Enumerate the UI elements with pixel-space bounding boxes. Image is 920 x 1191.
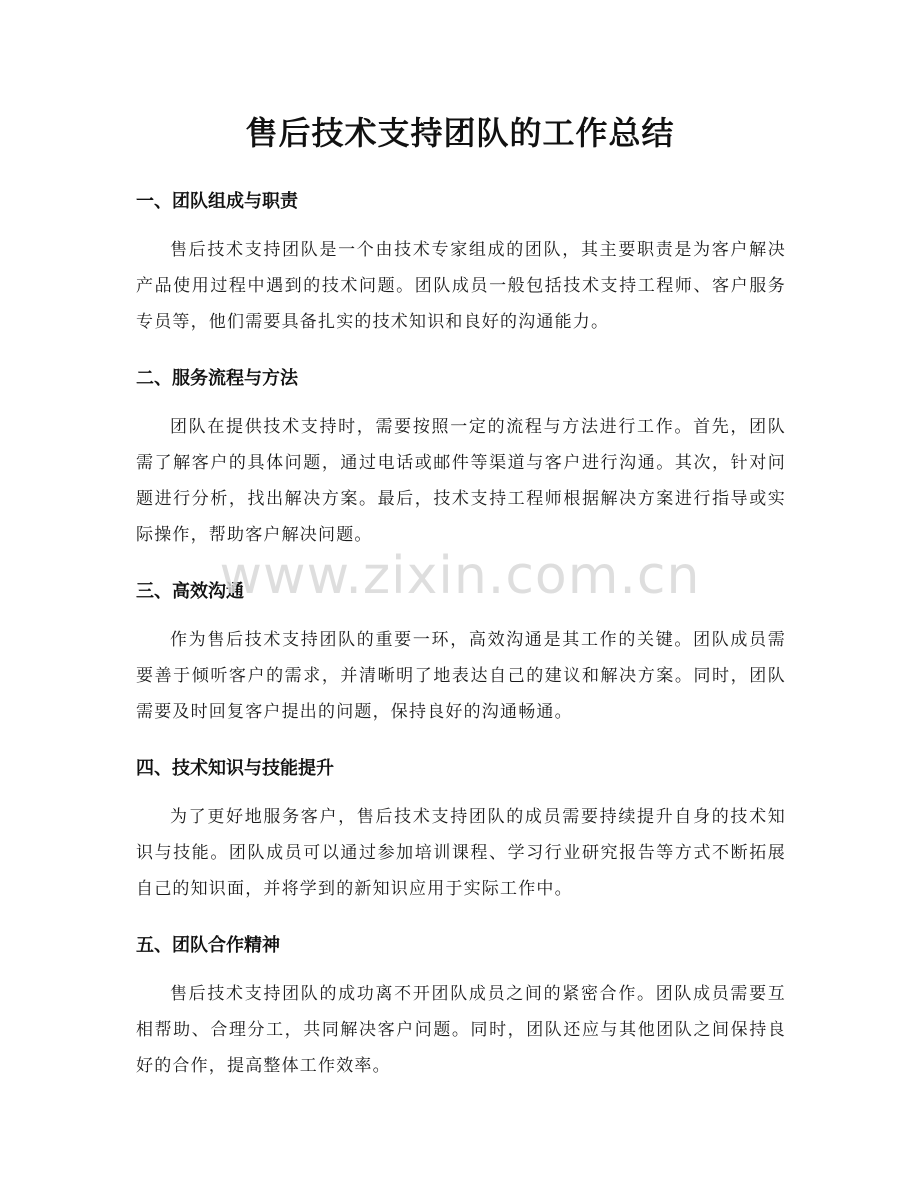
section-paragraph: 作为售后技术支持团队的重要一环，高效沟通是其工作的关键。团队成员需要善于倾听客户的需求，并清晰明了地表达自己的建议和解决方案。同时，团队需要及时回复客户提出的问题，保持良好的沟通畅通。 — [136, 630, 786, 722]
section-skill-improvement — [136, 751, 786, 907]
section-paragraph: 售后技术支持团队是一个由技术专家组成的团队，其主要职责是为客户解决产品使用过程中遇到的技术问题。团队成员一般包括技术支持工程师、客户服务专员等，他们需要具备扎实的技术知识和良好的沟通能力。 — [136, 240, 786, 332]
section-paragraph: 为了更好地服务客户，售后技术支持团队的成员需要持续提升自身的技术知识与技能。团队成员可以通过参加培训课程、学习行业研究报告等方式不断拓展自己的知识面，并将学到的新知识应用于实际工作中。 — [136, 807, 786, 899]
section-heading: 五、团队合作精神 — [136, 935, 280, 956]
document-title: 售后技术支持团队的工作总结 — [245, 114, 675, 152]
section-heading: 二、服务流程与方法 — [136, 368, 298, 389]
watermark: www.zixin.com.cn — [219, 546, 701, 606]
section-paragraph: 团队在提供技术支持时，需要按照一定的流程与方法进行工作。首先，团队需了解客户的具体问题，通过电话或邮件等渠道与客户进行沟通。其次，针对问题进行分析，找出解决方案。最后，技术支持工程师根据解决方案进行指导或实际操作，帮助客户解决问题。 — [136, 417, 786, 545]
section-efficient-communication — [136, 574, 786, 730]
section-service-process — [136, 361, 786, 553]
section-team-composition — [136, 184, 786, 340]
section-paragraph: 售后技术支持团队的成功离不开团队成员之间的紧密合作。团队成员需要互相帮助、合理分工，共同解决客户问题。同时，团队还应与其他团队之间保持良好的合作，提高整体工作效率。 — [136, 984, 786, 1076]
section-teamwork — [136, 928, 786, 1084]
document-body — [136, 184, 786, 1105]
section-heading: 三、高效沟通 — [136, 581, 244, 602]
section-heading: 四、技术知识与技能提升 — [136, 758, 334, 779]
section-heading: 一、团队组成与职责 — [136, 191, 298, 212]
